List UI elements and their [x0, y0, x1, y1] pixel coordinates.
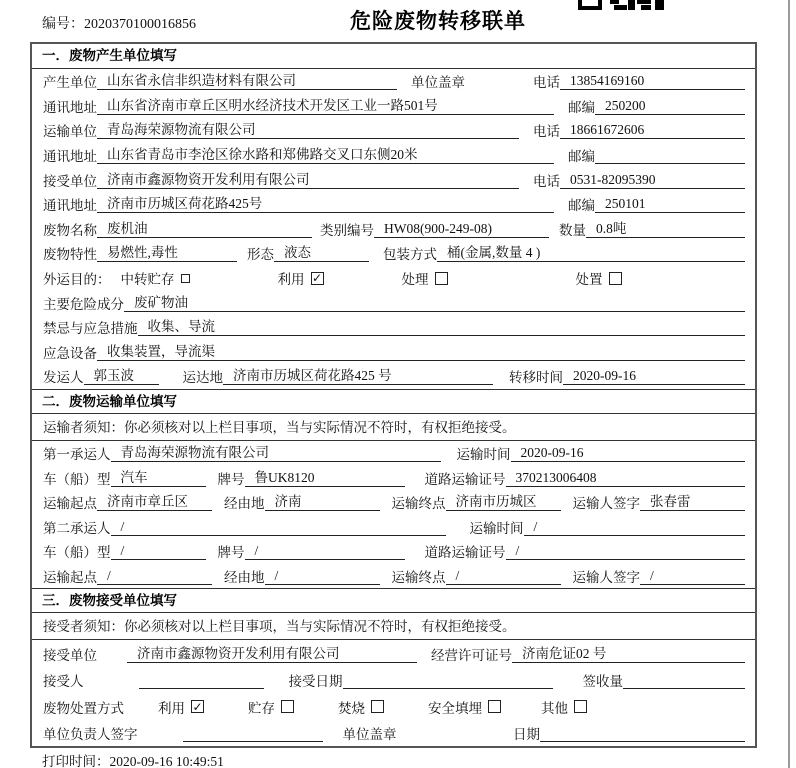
packaging-value: 桶(金属,数量 4 )	[437, 244, 745, 262]
vehicle-type-row-2	[32, 539, 755, 564]
field-label: 车（船）型	[43, 545, 111, 561]
serial-value: 2020370100016856	[84, 17, 196, 32]
disposal-other-label: 其他	[541, 700, 568, 716]
date-value	[540, 724, 745, 742]
transporter-unit-value: 青岛海荣源物流有限公司	[97, 121, 519, 139]
purpose-dispose-label: 处置	[575, 272, 603, 288]
route-row-2	[32, 564, 755, 589]
acceptor-value	[139, 671, 264, 689]
manifest-form	[30, 42, 757, 748]
field-label: 主要危险成分	[43, 296, 124, 312]
consignor-row	[32, 364, 755, 389]
receiver-phone-value: 0531-82095390	[560, 171, 745, 189]
section2-header: 二．废物运输单位填写	[32, 389, 755, 414]
producer-zip-value: 250200	[595, 97, 745, 115]
plate-label: 牌号	[217, 471, 245, 487]
field-label: 接受单位	[43, 173, 97, 189]
route-row-1	[32, 490, 755, 515]
plate-2-value: /	[245, 542, 405, 560]
transport-time-value: 2020-09-16	[511, 444, 746, 462]
field-label: 第二承运人	[43, 520, 111, 536]
quantity-value: 0.8吨	[586, 220, 745, 238]
print-time	[42, 750, 224, 768]
purpose-utilize-checkbox	[311, 272, 324, 285]
field-label: 产生单位	[43, 75, 97, 91]
accepting-unit-row	[32, 640, 755, 667]
road-permit-2-value: /	[506, 542, 746, 560]
transfer-time-label: 转移时间	[509, 370, 563, 386]
field-label: 第一承运人	[43, 447, 111, 463]
accept-date-label: 接受日期	[288, 674, 343, 690]
producer-unit-value: 山东省永信非织造材料有限公司	[97, 72, 397, 90]
transporter-address-value: 山东省青岛市李沧区徐水路和郑佛路交叉口东侧20米	[97, 146, 554, 164]
zip-label: 邮编	[568, 149, 595, 165]
waste-name-value: 废机油	[97, 220, 312, 238]
field-label: 运输起点	[43, 569, 97, 585]
section3-header: 三．废物接受单位填写	[32, 588, 755, 613]
field-label: 接受人	[43, 674, 84, 690]
first-carrier-row	[32, 441, 755, 466]
destination-label: 运达地	[182, 370, 223, 386]
quantity-label: 数量	[559, 222, 586, 238]
purpose-utilize-label: 利用	[277, 272, 305, 288]
receiver-address-row	[32, 192, 755, 217]
field-label: 单位负责人签字	[43, 727, 138, 743]
received-amount-value	[623, 671, 745, 689]
field-label: 通讯地址	[43, 149, 97, 165]
receiver-address-value: 济南市历城区荷花路425号	[97, 195, 554, 213]
carrier-signature-value: 张春雷	[640, 493, 745, 511]
field-label: 禁忌与应急措施	[43, 321, 138, 337]
responsible-signature-value	[183, 724, 323, 742]
category-code-label: 类别编号	[320, 222, 374, 238]
category-code-value: HW08(900-249-08)	[374, 220, 549, 238]
via-label: 经由地	[224, 569, 265, 585]
zip-label: 邮编	[568, 99, 595, 115]
date-label: 日期	[513, 727, 540, 743]
receiver-notice: 接受者须知：你必须核对以上栏目事项，当与实际情况不符时，有权拒绝接受。	[32, 613, 755, 640]
section1-header: 一．废物产生单位填写	[32, 44, 755, 69]
via-label: 经由地	[224, 496, 265, 512]
vehicle-type-value: 汽车	[111, 469, 206, 487]
road-permit-label: 道路运输证号	[424, 545, 506, 561]
road-permit-value: 370213006408	[506, 469, 746, 487]
endpoint-2-value: /	[446, 567, 561, 585]
packaging-label: 包装方式	[383, 247, 437, 263]
license-value: 济南危证02 号	[512, 645, 745, 663]
transporter-address-row	[32, 143, 755, 168]
producer-unit-row	[32, 69, 755, 94]
vehicle-type-row-1	[32, 465, 755, 490]
purpose-transfer-storage-checkbox	[181, 274, 190, 283]
carrier-signature-label: 运输人签字	[572, 569, 640, 585]
field-label: 废物名称	[43, 222, 97, 238]
transfer-time-value: 2020-09-16	[563, 367, 745, 385]
form-state-value: 液态	[274, 244, 369, 262]
print-time-label: 打印时间：	[42, 754, 110, 768]
receiver-unit-row	[32, 167, 755, 192]
transport-time-label: 运输时间	[456, 447, 511, 463]
disposal-incinerate-checkbox	[371, 700, 384, 713]
receiver-unit-value: 济南市鑫源物资开发利用有限公司	[97, 171, 519, 189]
field-label: 应急设备	[43, 345, 97, 361]
serial-label: 编号：	[42, 17, 84, 32]
qr-code-fragment	[578, 0, 668, 11]
endpoint-value: 济南市历城区	[446, 493, 561, 511]
disposal-storage-checkbox	[281, 700, 294, 713]
consignor-value: 郭玉波	[84, 367, 159, 385]
plate-label: 牌号	[217, 545, 245, 561]
road-permit-label: 道路运输证号	[424, 471, 506, 487]
purpose-treat-checkbox	[435, 272, 448, 285]
form-state-label: 形态	[247, 247, 274, 263]
phone-label: 电话	[533, 75, 560, 91]
field-label: 通讯地址	[43, 99, 97, 115]
field-label: 发运人	[43, 370, 84, 386]
disposal-incinerate-label: 焚烧	[338, 700, 365, 716]
second-carrier-value: /	[111, 518, 446, 536]
producer-address-row	[32, 94, 755, 119]
hazard-component-row	[32, 290, 755, 315]
waste-property-value: 易燃性,毒性	[97, 244, 237, 262]
field-label: 外运目的：	[43, 272, 111, 288]
waste-name-row	[32, 217, 755, 242]
checkmark: ✓	[311, 271, 323, 286]
first-carrier-value: 青岛海荣源物流有限公司	[111, 444, 441, 462]
field-label: 接受单位	[43, 647, 97, 663]
transporter-phone-value: 18661672606	[560, 121, 745, 139]
origin-value: 济南市章丘区	[97, 493, 212, 511]
unit-seal-label: 单位盖章	[342, 727, 397, 743]
transporter-zip-value	[595, 146, 745, 164]
disposal-storage-label: 贮存	[248, 700, 275, 716]
accept-date-value	[343, 671, 553, 689]
transport-time-label: 运输时间	[469, 520, 524, 536]
plate-value: 鲁UK8120	[245, 469, 405, 487]
field-label: 通讯地址	[43, 198, 97, 214]
carrier-signature-2-value: /	[640, 567, 745, 585]
emergency-equipment-row	[32, 340, 755, 365]
second-carrier-row	[32, 515, 755, 540]
disposal-landfill-checkbox	[488, 700, 501, 713]
unit-seal-label: 单位盖章	[411, 75, 465, 91]
disposal-method-row	[32, 693, 755, 720]
carrier-signature-label: 运输人签字	[572, 496, 640, 512]
field-label: 废物处置方式	[43, 700, 124, 716]
purpose-dispose-checkbox	[609, 272, 622, 285]
zip-label: 邮编	[568, 198, 595, 214]
field-label: 废物特性	[43, 247, 97, 263]
responsible-signature-row	[32, 720, 755, 747]
phone-label: 电话	[533, 173, 560, 189]
vehicle-type-2-value: /	[111, 542, 206, 560]
phone-label: 电话	[533, 124, 560, 140]
print-time-value: 2020-09-16 10:49:51	[109, 754, 224, 768]
page-edge-line	[788, 0, 790, 768]
field-label: 车（船）型	[43, 471, 111, 487]
receiver-zip-value: 250101	[595, 195, 745, 213]
emergency-measures-value: 收集、导流	[138, 318, 746, 336]
field-label: 运输单位	[43, 124, 97, 140]
checkmark: ✓	[192, 699, 203, 714]
received-amount-label: 签收量	[582, 674, 623, 690]
producer-address-value: 山东省济南市章丘区明水经济技术开发区工业一路501号	[97, 97, 554, 115]
disposal-utilize-label: 利用	[158, 700, 185, 716]
via-2-value: /	[265, 567, 380, 585]
disposal-landfill-label: 安全填埋	[428, 700, 482, 716]
transport-time-2-value: /	[524, 518, 746, 536]
transporter-notice: 运输者须知：你必须核对以上栏目事项，当与实际情况不符时，有权拒绝接受。	[32, 414, 755, 441]
purpose-transfer-storage-label: 中转贮存	[120, 272, 175, 288]
disposal-utilize-checkbox	[191, 700, 204, 713]
transporter-unit-row	[32, 118, 755, 143]
producer-phone-value: 13854169160	[560, 72, 745, 90]
hazard-component-value: 废矿物油	[124, 294, 745, 312]
emergency-measures-row	[32, 315, 755, 340]
via-value: 济南	[265, 493, 380, 511]
disposal-other-checkbox	[574, 700, 587, 713]
page-title: 危险废物转移联单	[350, 10, 526, 33]
purpose-treat-label: 处理	[401, 272, 429, 288]
transfer-purpose-row	[32, 266, 755, 291]
license-label: 经营许可证号	[431, 647, 512, 663]
origin-2-value: /	[97, 567, 212, 585]
field-label: 运输起点	[43, 496, 97, 512]
destination-value: 济南市历城区荷花路425 号	[223, 367, 493, 385]
endpoint-label: 运输终点	[391, 496, 446, 512]
emergency-equipment-value: 收集装置，导流渠	[97, 343, 745, 361]
accepting-unit-value: 济南市鑫源物资开发利用有限公司	[127, 645, 417, 663]
endpoint-label: 运输终点	[391, 569, 446, 585]
waste-property-row	[32, 241, 755, 266]
acceptor-row	[32, 667, 755, 694]
